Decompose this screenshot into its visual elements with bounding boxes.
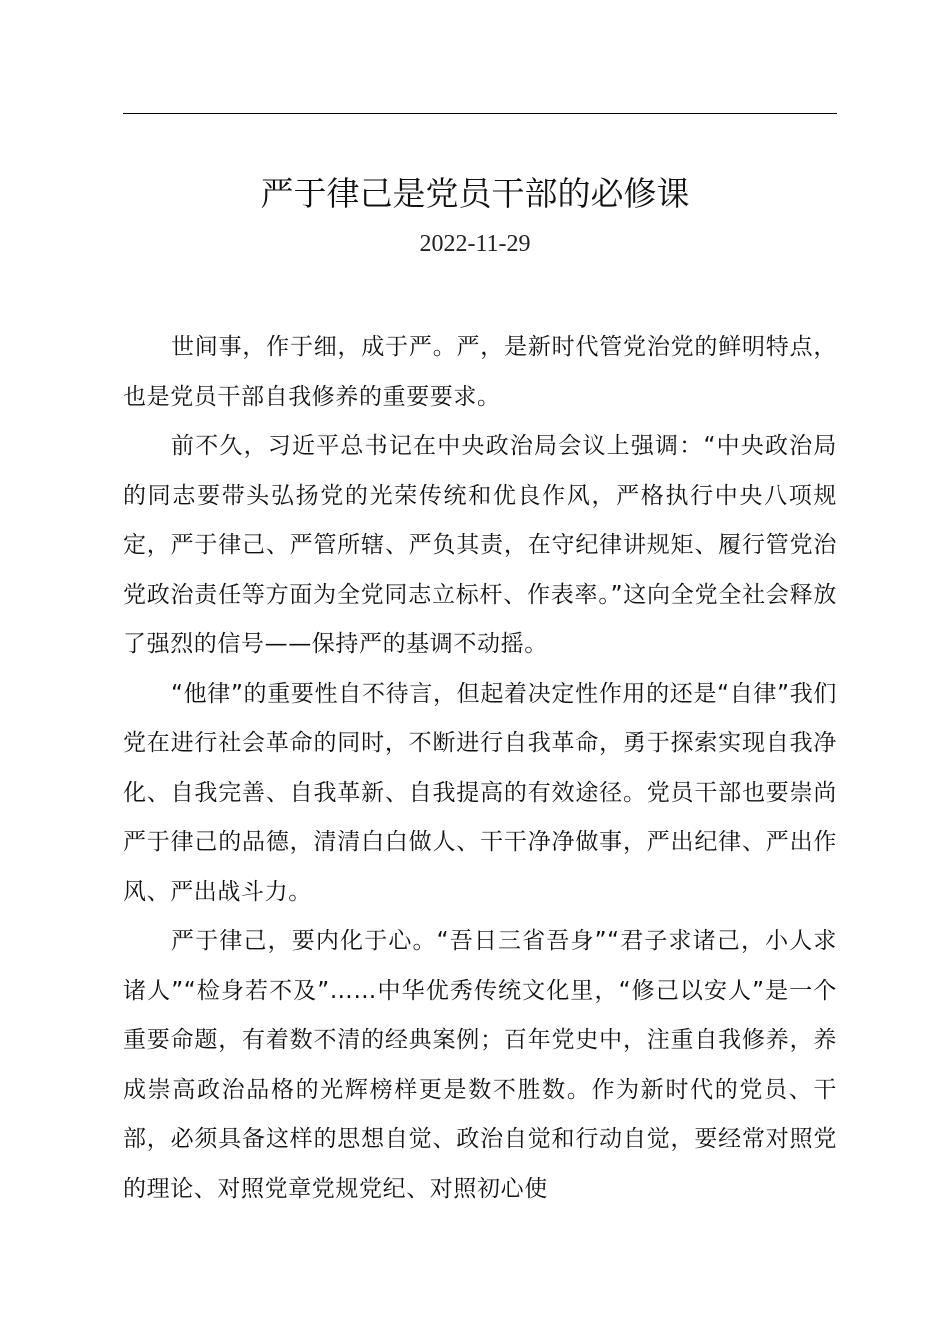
paragraph-1: 世间事，作于细，成于严。严，是新时代管党治党的鲜明特点，也是党员干部自我修养的重要要求。 — [123, 334, 837, 410]
article-title: 严于律己是党员干部的必修课 — [260, 174, 690, 213]
paragraph-3: “他律”的重要性自不待言，但起着决定性作用的还是“自律”我们党在进行社会革命的同时，不断进行自我革命，勇于探索实现自我净化、自我完善、自我革新、自我提高的有效途径。党员干部也要崇尚严于律己的品德，清清白白做人、干干净净做事，严出纪律、严出作风、严出战斗力。 — [123, 680, 837, 905]
article-date: 2022-11-29 — [419, 231, 531, 257]
paragraph-4: 严于律己，要内化于心。“吾日三省吾身”“君子求诸己，小人求诸人”“检身若不及”……中华优秀传统文化里，“修己以安人”是一个重要命题，有着数不清的经典案例；百年党史中，注重自我修养，养成崇高政治品格的光辉榜样更是数不胜数。作为新时代的党员、干部，必须具备这样的思想自觉、政治自觉和行动自觉，要经常对照党的理论、对照党章党规党纪、对照初心使 — [123, 928, 837, 1202]
paragraph-2: 前不久，习近平总书记在中央政治局会议上强调：“中央政治局的同志要带头弘扬党的光荣传统和优良作风，严格执行中央八项规定，严于律己、严管所辖、严负其责，在守纪律讲规矩、履行管党治党政治责任等方面为全党同志立标杆、作表率。”这向全党全社会释放了强烈的信号——保持严的基调不动摇。 — [123, 433, 837, 657]
header-rule — [123, 113, 837, 114]
article-body — [123, 323, 837, 1214]
